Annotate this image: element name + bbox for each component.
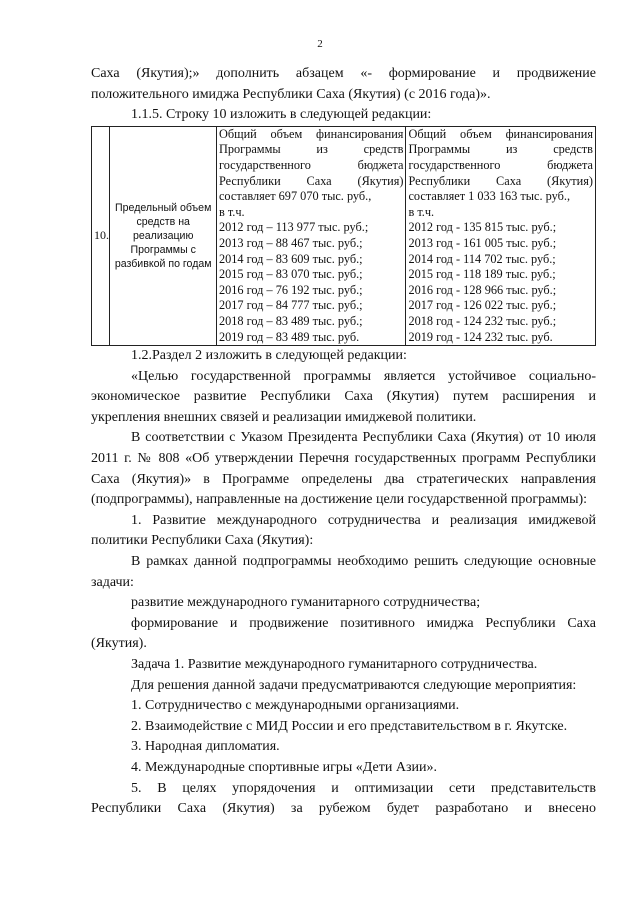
paragraph-goal: «Целью государственной программы является устойчивое социально-экономическое развитие Республики Саха (Якутия) путем расширения и укрепления внешних связей и реализации имиджевой политики. — [91, 368, 596, 425]
paragraph-measure-5-line-2: Республики Саха (Якутия) за рубежом будет разработано и внесено — [91, 801, 596, 817]
page-number: 2 — [317, 38, 323, 50]
new-line-1: Общий объем финансирования — [408, 126, 593, 141]
old-incl: в т.ч. — [218, 204, 245, 219]
new-line-4: Республики Саха (Якутия) — [408, 173, 593, 188]
old-year-2015: 2015 год – 83 070 тыс. руб.; — [218, 267, 363, 282]
new-year-2017: 2017 год - 126 022 тыс. руб.; — [408, 298, 557, 313]
new-year-2013: 2013 год - 161 005 тыс. руб.; — [408, 235, 557, 250]
old-year-2017: 2017 год – 84 777 тыс. руб.; — [218, 298, 363, 313]
new-year-2012: 2012 год - 135 815 тыс. руб.; — [408, 220, 557, 235]
financing-table — [91, 126, 596, 346]
intro-line-1: Саха (Якутия);» дополнить абзацем «- формирование и продвижение — [91, 66, 596, 81]
new-incl: в т.ч. — [408, 204, 435, 219]
new-year-2014: 2014 год - 114 702 тыс. руб.; — [408, 251, 556, 266]
new-line-2: Программы из средств — [408, 142, 593, 157]
old-year-2018: 2018 год – 83 489 тыс. руб.; — [218, 313, 363, 328]
old-line-4: Республики Саха (Якутия) — [218, 173, 404, 188]
paragraph-measure-4: 4. Международные спортивные игры «Дети Азии». — [131, 759, 437, 775]
old-year-2016: 2016 год – 76 192 тыс. руб.; — [218, 282, 363, 297]
paragraph-measure-5-line-1: 5. В целях упорядочения и оптимизации сети представительств — [131, 780, 596, 796]
paragraph-task-humanitarian: развитие международного гуманитарного сотрудничества; — [131, 595, 481, 611]
paragraph-task-1: Задача 1. Развитие международного гуманитарного сотрудничества. — [131, 657, 538, 672]
row-number-cell: 10. — [92, 126, 110, 345]
paragraph-measure-3: 3. Народная дипломатия. — [131, 739, 280, 755]
new-year-2015: 2015 год - 118 189 тыс. руб.; — [408, 267, 556, 282]
new-year-2019: 2019 год - 124 232 тыс. руб. — [408, 329, 553, 344]
intro-line-2: положительного имиджа Республики Саха (Якутия) (с 2016 года)». — [91, 86, 491, 102]
paragraph-subprogram-1: 1. Развитие международного сотрудничества и реализация имиджевой политики Республики Саха (Якутия): — [91, 512, 596, 549]
old-year-2019: 2019 год – 83 489 тыс. руб. — [218, 329, 360, 344]
paragraph-tasks-intro: В рамках данной подпрограммы необходимо решить следующие основные задачи: — [91, 554, 596, 590]
paragraph-measure-2: 2. Взаимодействие с МИД России и его представительством в г. Якутске. — [131, 718, 568, 734]
old-year-2012: 2012 год – 113 977 тыс. руб.; — [218, 220, 369, 235]
paragraph-measures-intro: Для решения данной задачи предусматриваются следующие мероприятия: — [131, 677, 577, 693]
new-year-2016: 2016 год - 128 966 тыс. руб.; — [408, 282, 557, 297]
new-year-2018: 2018 год - 124 232 тыс. руб.; — [408, 313, 557, 328]
new-line-3: государственного бюджета — [408, 157, 593, 172]
old-line-3: государственного бюджета — [218, 157, 404, 172]
paragraph-task-image: формирование и продвижение позитивного имиджа Республики Саха (Якутия). — [91, 615, 596, 652]
paragraph-decree: В соответствии с Указом Президента Республики Саха (Якутия) от 10 июля 2011 г. № 808 «Об утверждении Перечня государственных программ Республики Саха (Якутия)» в Программе определены два стратегических направления (подпрограммы), направленные на достижение цели государственной программы): — [91, 430, 596, 508]
old-year-2014: 2014 год – 83 609 тыс. руб.; — [218, 251, 363, 266]
old-funding-cell — [216, 126, 406, 345]
old-year-2013: 2013 год – 88 467 тыс. руб.; — [218, 235, 363, 250]
table-row — [92, 126, 596, 345]
intro-line-3: 1.1.5. Строку 10 изложить в следующей редакции: — [131, 107, 432, 123]
old-line-2: Программы из средств — [218, 142, 404, 157]
new-total: составляет 1 033 163 тыс. руб., — [408, 189, 571, 204]
new-funding-cell — [406, 126, 596, 345]
document-content — [91, 64, 596, 820]
row-name-cell: Предельный объем средств на реализацию Программы с разбивкой по годам — [110, 126, 217, 345]
paragraph-section-2: 1.2.Раздел 2 изложить в следующей редакции: — [131, 348, 407, 364]
old-total: составляет 697 070 тыс. руб., — [218, 189, 372, 204]
paragraph-measure-1: 1. Сотрудничество с международными организациями. — [131, 698, 460, 714]
old-line-1: Общий объем финансирования — [218, 126, 404, 141]
